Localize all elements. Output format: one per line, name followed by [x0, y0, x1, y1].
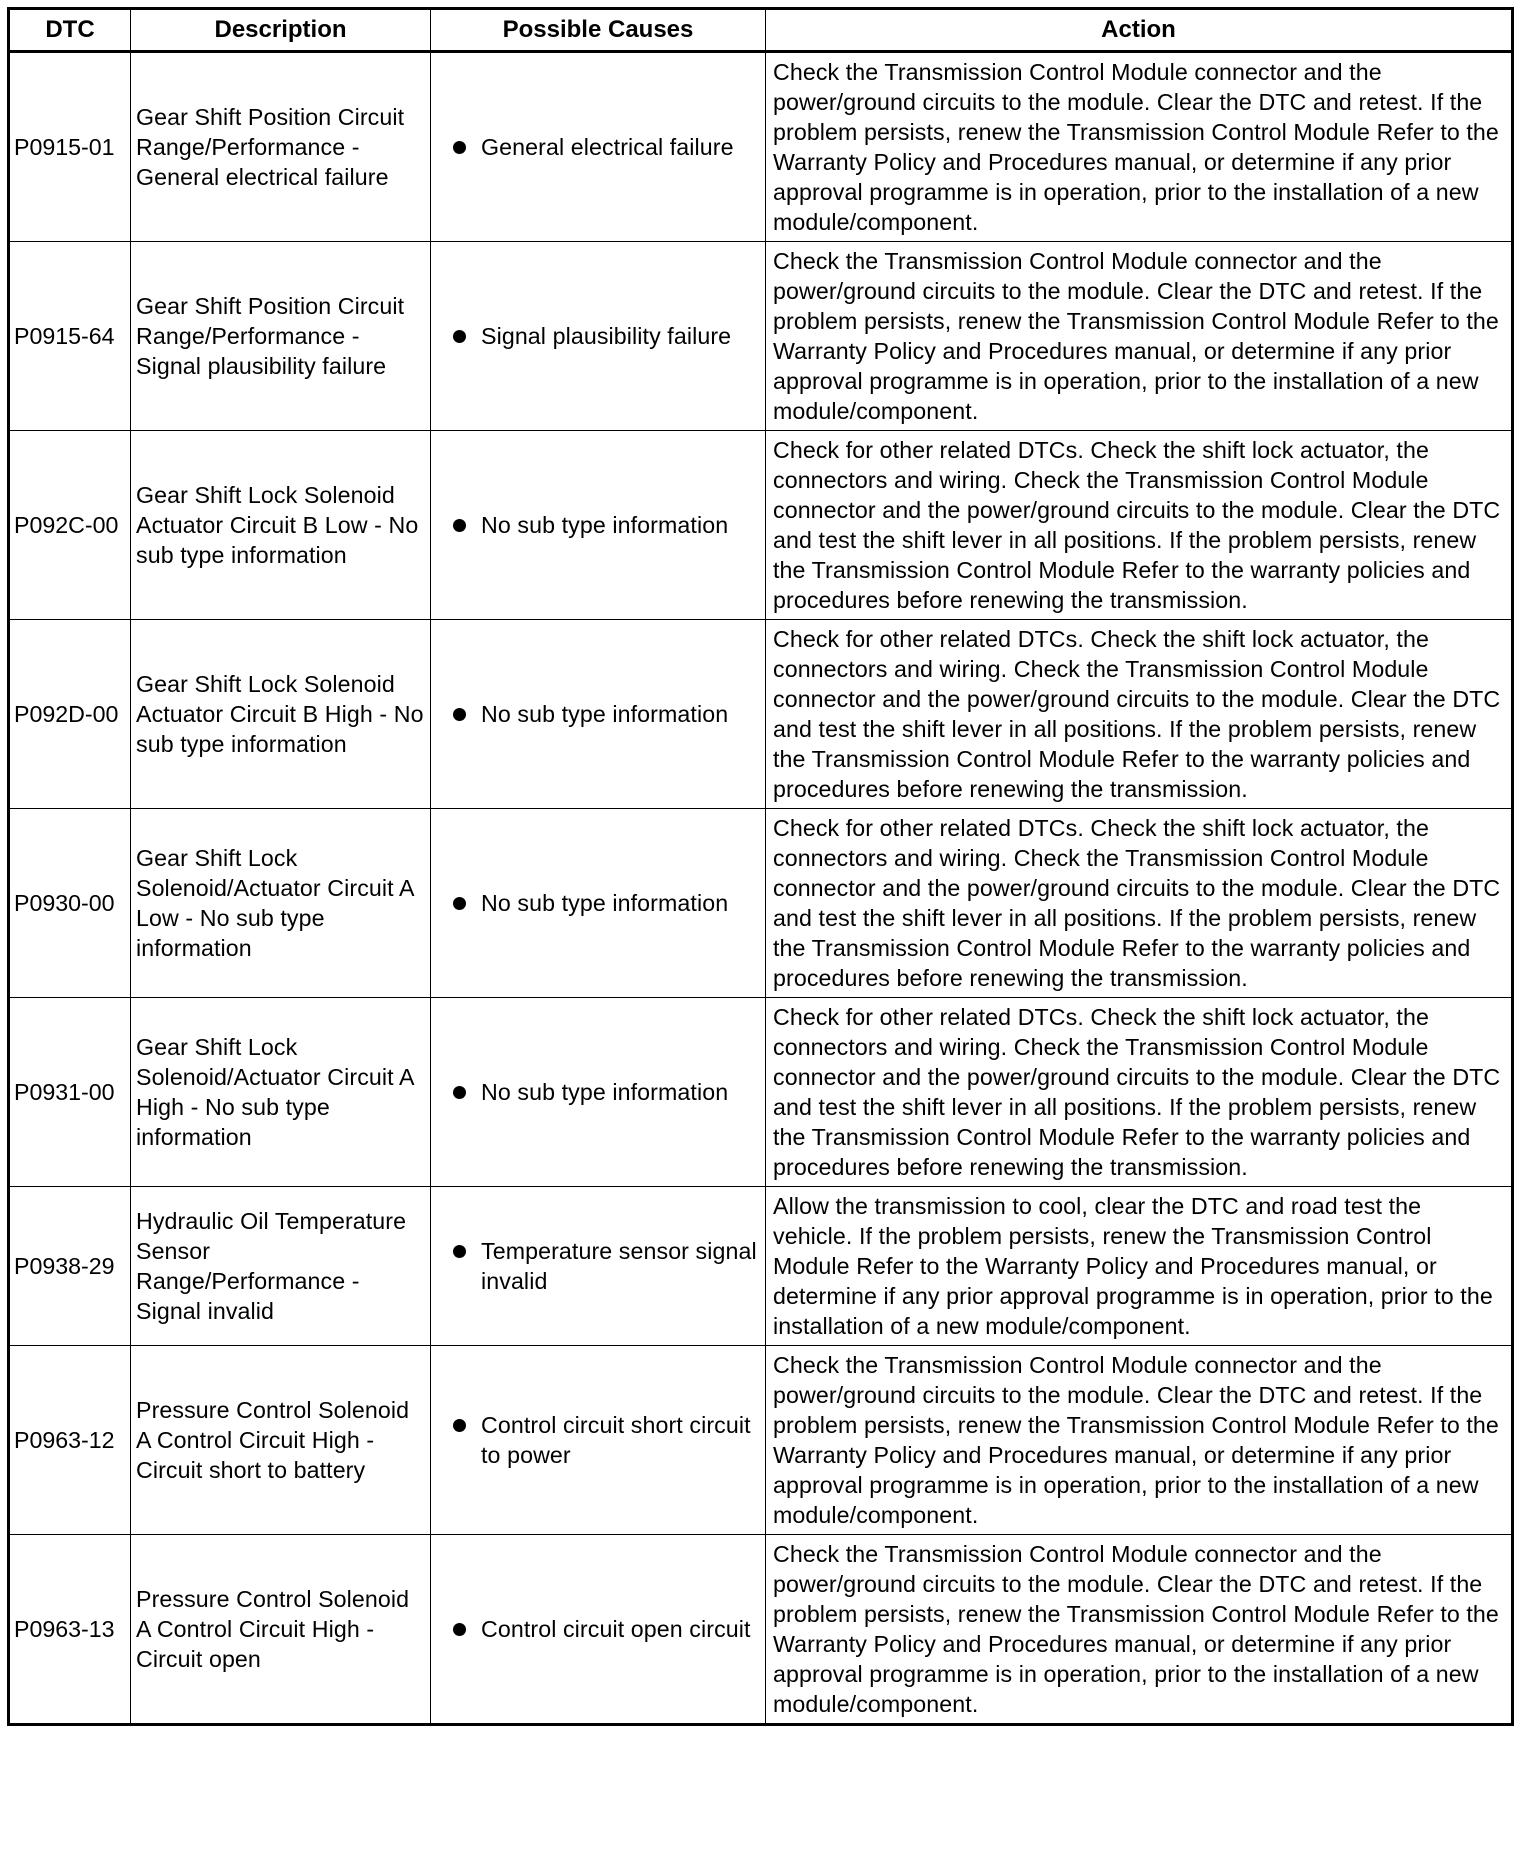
- cause-list-item: [453, 321, 761, 351]
- cause-text: No sub type information: [481, 512, 729, 538]
- table-row: [9, 1346, 1513, 1535]
- bullet-icon: [453, 1419, 466, 1432]
- header-possible-causes: Possible Causes: [431, 9, 766, 52]
- cause-list-item: [453, 888, 761, 918]
- dtc-code: P0938-29: [9, 1187, 131, 1346]
- cause-list-item: [453, 132, 761, 162]
- cause-text: Temperature sensor signal invalid: [481, 1238, 757, 1294]
- cause-text: Control circuit open circuit: [481, 1616, 751, 1642]
- dtc-description: Gear Shift Lock Solenoid Actuator Circuit B Low - No sub type information: [131, 431, 431, 620]
- possible-cause: [431, 1346, 766, 1535]
- dtc-description: Gear Shift Lock Solenoid/Actuator Circuit A Low - No sub type information: [131, 809, 431, 998]
- dtc-code: P0931-00: [9, 998, 131, 1187]
- table-row: [9, 242, 1513, 431]
- cause-list-item: [453, 510, 761, 540]
- bullet-icon: [453, 330, 466, 343]
- bullet-icon: [453, 1086, 466, 1099]
- bullet-icon: [453, 141, 466, 154]
- possible-cause: [431, 1187, 766, 1346]
- cause-text: Signal plausibility failure: [481, 323, 732, 349]
- bullet-icon: [453, 1623, 466, 1636]
- bullet-icon: [453, 897, 466, 910]
- dtc-code: P0963-12: [9, 1346, 131, 1535]
- dtc-description: Pressure Control Solenoid A Control Circuit High - Circuit open: [131, 1535, 431, 1725]
- possible-cause: [431, 809, 766, 998]
- possible-cause: [431, 620, 766, 809]
- possible-cause: [431, 431, 766, 620]
- action-text: Check for other related DTCs. Check the shift lock actuator, the connectors and wiring. Check the Transmission Control Module connector and the power/ground circuits to the module. Clear the DTC and test the shift lever in all positions. If the problem persists, renew the Transmission Control Module Refer to the warranty policies and procedures before renewing the transmission.: [766, 431, 1513, 620]
- header-description: Description: [131, 9, 431, 52]
- action-text: Check for other related DTCs. Check the shift lock actuator, the connectors and wiring. Check the Transmission Control Module connector and the power/ground circuits to the module. Clear the DTC and test the shift lever in all positions. If the problem persists, renew the Transmission Control Module Refer to the warranty policies and procedures before renewing the transmission.: [766, 620, 1513, 809]
- table-row: [9, 431, 1513, 620]
- action-text: Allow the transmission to cool, clear the DTC and road test the vehicle. If the problem persists, renew the Transmission Control Module Refer to the Warranty Policy and Procedures manual, or determine if any prior approval programme is in operation, prior to the installation of a new module/component.: [766, 1187, 1513, 1346]
- action-text: Check the Transmission Control Module connector and the power/ground circuits to the module. Clear the DTC and retest. If the problem persists, renew the Transmission Control Module Refer to the Warranty Policy and Procedures manual, or determine if any prior approval programme is in operation, prior to the installation of a new module/component.: [766, 52, 1513, 242]
- dtc-code: P0915-01: [9, 52, 131, 242]
- table-row: [9, 52, 1513, 242]
- dtc-code: P0963-13: [9, 1535, 131, 1725]
- cause-text: No sub type information: [481, 701, 729, 727]
- dtc-description: Gear Shift Position Circuit Range/Performance - Signal plausibility failure: [131, 242, 431, 431]
- action-text: Check the Transmission Control Module connector and the power/ground circuits to the module. Clear the DTC and retest. If the problem persists, renew the Transmission Control Module Refer to the Warranty Policy and Procedures manual, or determine if any prior approval programme is in operation, prior to the installation of a new module/component.: [766, 1346, 1513, 1535]
- header-action: Action: [766, 9, 1513, 52]
- table-row: [9, 1187, 1513, 1346]
- dtc-description: Hydraulic Oil Temperature Sensor Range/Performance - Signal invalid: [131, 1187, 431, 1346]
- possible-cause: [431, 242, 766, 431]
- cause-list-item: [453, 1614, 761, 1644]
- possible-cause: [431, 52, 766, 242]
- cause-list-item: [453, 699, 761, 729]
- dtc-table: [7, 7, 1514, 1726]
- dtc-description: Gear Shift Position Circuit Range/Performance - General electrical failure: [131, 52, 431, 242]
- dtc-code: P092C-00: [9, 431, 131, 620]
- header-dtc: DTC: [9, 9, 131, 52]
- cause-text: General electrical failure: [481, 134, 734, 160]
- dtc-description: Pressure Control Solenoid A Control Circuit High - Circuit short to battery: [131, 1346, 431, 1535]
- action-text: Check the Transmission Control Module connector and the power/ground circuits to the module. Clear the DTC and retest. If the problem persists, renew the Transmission Control Module Refer to the Warranty Policy and Procedures manual, or determine if any prior approval programme is in operation, prior to the installation of a new module/component.: [766, 242, 1513, 431]
- table-row: [9, 809, 1513, 998]
- action-text: Check the Transmission Control Module connector and the power/ground circuits to the module. Clear the DTC and retest. If the problem persists, renew the Transmission Control Module Refer to the Warranty Policy and Procedures manual, or determine if any prior approval programme is in operation, prior to the installation of a new module/component.: [766, 1535, 1513, 1725]
- cause-text: No sub type information: [481, 890, 729, 916]
- cause-list-item: [453, 1236, 761, 1296]
- table-row: [9, 998, 1513, 1187]
- dtc-code: P092D-00: [9, 620, 131, 809]
- table-row: [9, 1535, 1513, 1725]
- table-row: [9, 620, 1513, 809]
- cause-text: No sub type information: [481, 1079, 729, 1105]
- dtc-description: Gear Shift Lock Solenoid Actuator Circuit B High - No sub type information: [131, 620, 431, 809]
- action-text: Check for other related DTCs. Check the shift lock actuator, the connectors and wiring. Check the Transmission Control Module connector and the power/ground circuits to the module. Clear the DTC and test the shift lever in all positions. If the problem persists, renew the Transmission Control Module Refer to the warranty policies and procedures before renewing the transmission.: [766, 809, 1513, 998]
- dtc-description: Gear Shift Lock Solenoid/Actuator Circuit A High - No sub type information: [131, 998, 431, 1187]
- action-text: Check for other related DTCs. Check the shift lock actuator, the connectors and wiring. Check the Transmission Control Module connector and the power/ground circuits to the module. Clear the DTC and test the shift lever in all positions. If the problem persists, renew the Transmission Control Module Refer to the warranty policies and procedures before renewing the transmission.: [766, 998, 1513, 1187]
- possible-cause: [431, 998, 766, 1187]
- bullet-icon: [453, 1245, 466, 1258]
- cause-list-item: [453, 1077, 761, 1107]
- possible-cause: [431, 1535, 766, 1725]
- cause-text: Control circuit short circuit to power: [481, 1412, 751, 1468]
- bullet-icon: [453, 708, 466, 721]
- dtc-code: P0915-64: [9, 242, 131, 431]
- cause-list-item: [453, 1410, 761, 1470]
- dtc-code: P0930-00: [9, 809, 131, 998]
- table-header-row: [9, 9, 1513, 52]
- bullet-icon: [453, 519, 466, 532]
